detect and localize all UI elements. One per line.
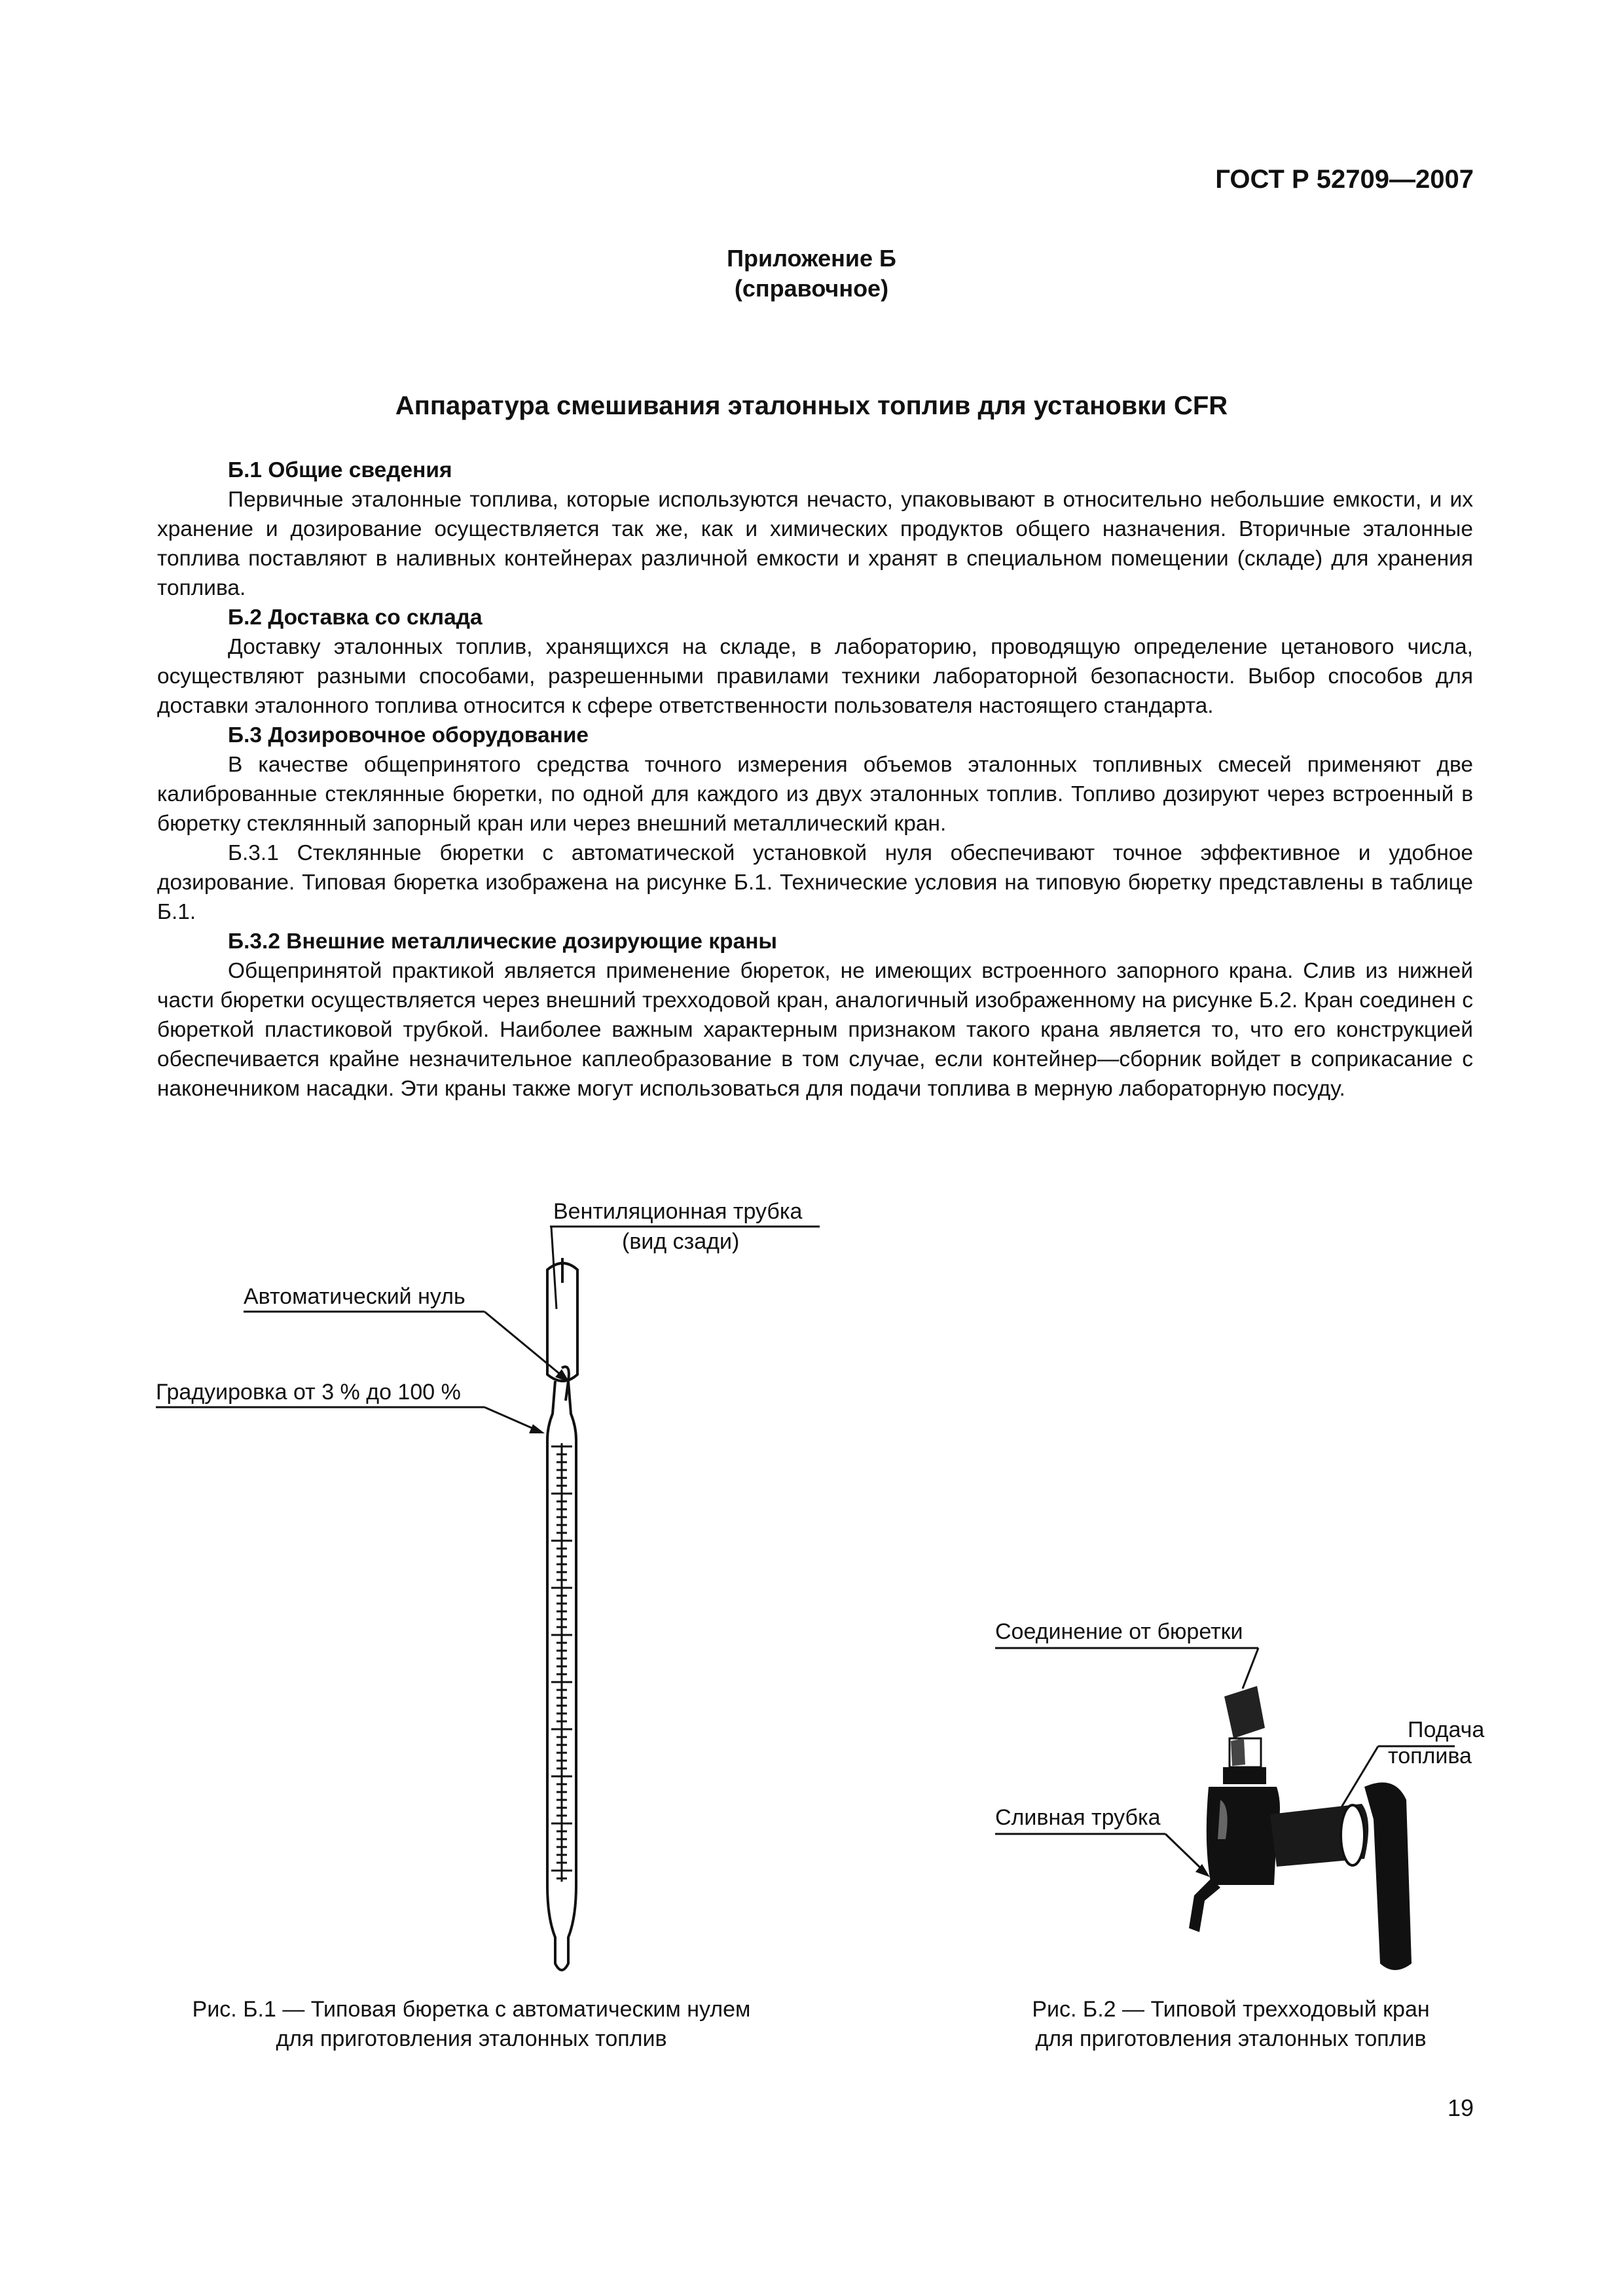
- figure2-caption-line1: Рис. Б.2 — Типовой трехходовый кран: [1032, 1997, 1430, 2022]
- section-heading-b1: Б.1 Общие сведения: [228, 458, 452, 482]
- leader-graduation: [484, 1407, 538, 1431]
- label-graduation: Градуировка от 3 % до 100 %: [156, 1380, 461, 1405]
- arrow-graduation: [529, 1424, 545, 1433]
- paragraph-b2: Доставку эталонных топлив, хранящихся на складе, в лабораторию, проводящую определение цетанового числа, осуществляют разными способами, разрешенными правилами техники лабораторной безопасности. Выбор способов для доставки эталонного топлива относится к сфере ответственности пользователя настоящего стандарта.: [157, 635, 1473, 718]
- leader-auto-zero: [484, 1312, 564, 1378]
- paragraph-b3: В качестве общепринятого средства точного измерения объемов эталонных топливных смесей применяют две калиброванные стеклянные бюретки, по одной для каждого из двух эталонных топлив. Топливо дозируют через встроенный в бюретку стеклянный запорный кран или через внешний металлический кран.: [157, 753, 1473, 836]
- label-drain-tube: Сливная трубка: [995, 1805, 1161, 1830]
- figure-valve: [969, 1610, 1493, 1977]
- section-heading-b2: Б.2 Доставка со склада: [228, 605, 483, 630]
- label-auto-zero: Автоматический нуль: [244, 1284, 465, 1309]
- standard-number: ГОСТ Р 52709—2007: [1215, 165, 1474, 194]
- label-burette-connection: Соединение от бюретки: [995, 1619, 1243, 1644]
- figure1-caption-line2: для приготовления эталонных топлив: [276, 2026, 667, 2051]
- figure2-caption-line2: для приготовления эталонных топлив: [1035, 2026, 1427, 2051]
- appendix-title: Приложение Б: [727, 245, 896, 272]
- label-fuel-supply-line2: топлива: [1388, 1744, 1472, 1768]
- figure1-caption: [144, 1995, 799, 2054]
- appendix-subtitle: (справочное): [734, 275, 889, 302]
- label-fuel-supply-line1: Подача: [1408, 1717, 1485, 1742]
- leader-drain: [1165, 1834, 1205, 1872]
- page-number: 19: [1447, 2094, 1474, 2121]
- appendix-heading: [0, 243, 1623, 304]
- burette-drawing: [0, 1191, 917, 1990]
- leader-connection: [1243, 1648, 1258, 1689]
- section-heading-b3: Б.3 Дозировочное оборудование: [228, 723, 589, 747]
- paragraph-b32: Общепринятой практикой является применение бюреток, не имеющих встроенного запорного крана. Слив из нижней части бюретки осуществляется через внешний трехходовой кран, аналогичный изображенному на рисунке Б.2. Кран соединен с бюреткой пластиковой трубкой. Наиболее важным характерным признаком такого крана является то, что его конструкцией обеспечивается крайне незначительное каплеобразование в том случае, если контейнер—сборник войдет в соприкасание с наконечником насадки. Эти краны также могут использоваться для подачи топлива в мерную лабораторную посуду.: [157, 959, 1473, 1101]
- valve-drawing: [969, 1610, 1493, 1977]
- section-heading-b32: Б.3.2 Внешние металлические дозирующие краны: [228, 929, 778, 954]
- body-text: [157, 456, 1473, 1103]
- label-vent-tube-line1: Вентиляционная трубка: [553, 1199, 803, 1224]
- paragraph-b1: Первичные эталонные топлива, которые используются нечасто, упаковывают в относительно небольшие емкости, и их хранение и дозирование осуществляется так же, как и химических продуктов общего назначения. Вторичные эталонные топлива поставляют в наливных контейнерах различной емкости и хранят в специальном помещении (складе) для хранения топлива.: [157, 488, 1473, 600]
- three-way-valve: [1189, 1686, 1412, 1970]
- document-title: Аппаратура смешивания эталонных топлив для установки CFR: [395, 391, 1228, 420]
- paragraph-b31: Б.3.1 Стеклянные бюретки с автоматической установкой нуля обеспечивают точное эффективное и удобное дозирование. Типовая бюретка изображена на рисунке Б.1. Технические условия на типовую бюретку представлены в таблице Б.1.: [157, 841, 1473, 924]
- figure1-caption-line1: Рис. Б.1 — Типовая бюретка с автоматическим нулем: [192, 1997, 751, 2022]
- label-vent-tube-line2: (вид сзади): [622, 1229, 740, 1254]
- figure2-caption: [976, 1995, 1486, 2054]
- figure-burette: [0, 1191, 917, 1990]
- graduation-ticks: [551, 1443, 572, 1882]
